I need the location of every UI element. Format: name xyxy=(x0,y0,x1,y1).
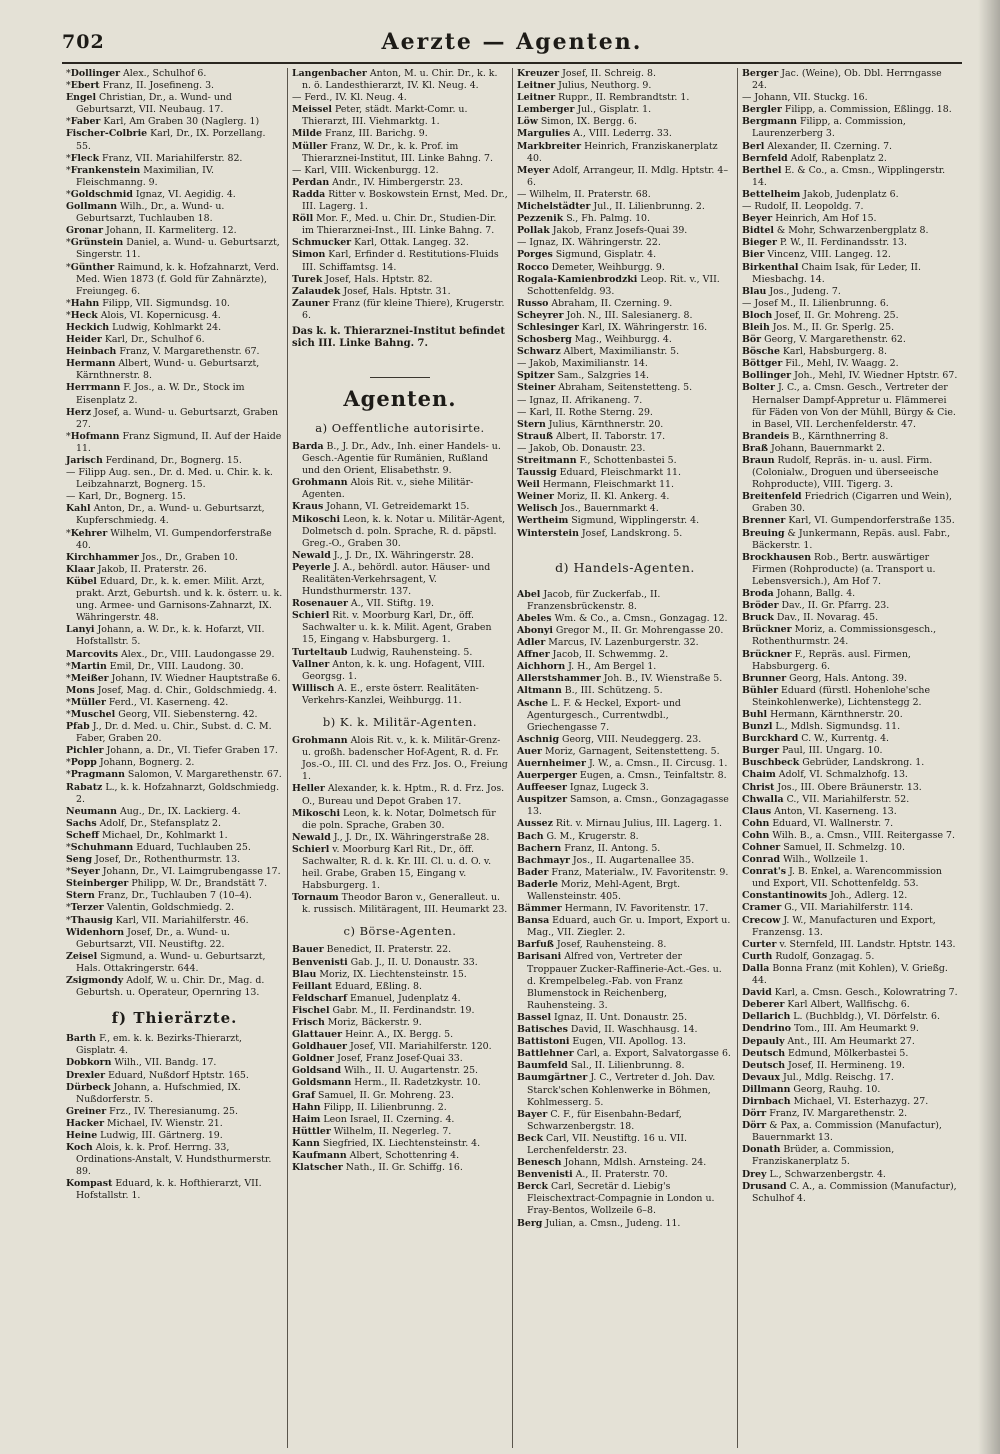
directory-entry: Herrmann F. Jos., a. W. Dr., Stock im Eisenplatz 2. xyxy=(66,382,245,406)
page-header xyxy=(62,24,962,60)
directory-entry: Goldsmann Herm., II. Radetzkystr. 10. xyxy=(291,1077,481,1089)
directory-entry: Seng Josef, Dr., Rothenthurmstr. 13. xyxy=(66,854,241,866)
directory-entry: *Ebert Franz, II. Josefineng. 3. xyxy=(66,80,215,92)
directory-entry: Bachmayr Jos., II. Augartenallee 35. xyxy=(516,854,695,866)
page-number: 702 xyxy=(62,31,105,53)
directory-entry: Jarisch Ferdinand, Dr., Bognerg. 15. xyxy=(66,455,242,466)
directory-entry: Zsigmondy Adolf, W. u. Chir. Dr., Mag. d. Geburtsh. u. Operateur, Opernring 13. xyxy=(66,975,265,999)
directory-entry: Bör Georg, V. Margarethenstr. 62. xyxy=(741,334,906,346)
directory-entry: Drusand C. A., a. Commission (Manufactur), Schulhof 4. xyxy=(741,1180,957,1204)
subsection-heading-d: d) Handels-Agenten. xyxy=(555,559,695,575)
directory-entry: — Filipp Aug. sen., Dr. d. Med. u. Chir. k. k. Leibzahnarzt, Bognerg. 15. xyxy=(66,467,273,491)
directory-entry: Donath Brüder, a. Commission, Franziskanerplatz 5. xyxy=(741,1144,895,1168)
directory-entry: Bösche Karl, Habsburgerg. 8. xyxy=(741,346,887,358)
directory-entry: Cohn Wilh. B., a. Cmsn., VIII. Reitergasse 7. xyxy=(741,829,955,841)
directory-entry: Vallner Anton, k. k. ung. Hofagent, VIII. Georgsg. 1. xyxy=(291,658,485,682)
directory-entry: Auerperger Eugen, a. Cmsn., Teinfaltstr. 8. xyxy=(516,770,727,782)
directory-entry: Strauß Albert, II. Taborstr. 17. xyxy=(516,430,666,442)
directory-entry: Herz Josef, a. Wund- u. Geburtsarzt, Graben 27. xyxy=(66,406,278,430)
column-1-entries xyxy=(66,68,283,999)
directory-entry: Drey L., Schwarzenbergstr. 4. xyxy=(741,1168,886,1180)
directory-entry: Michelstädter Jul., II. Lilienbrunng. 2. xyxy=(516,201,705,213)
directory-entry: *Muschel Georg, VII. Siebensterng. 42. xyxy=(66,708,258,720)
directory-entry: Berg Julian, a. Cmsn., Judeng. 11. xyxy=(516,1217,681,1229)
directory-entry: Müller Franz, W. Dr., k. k. Prof. im Thierarznei-Institut, III. Linke Bahng. 7. xyxy=(291,140,493,164)
directory-entry: Bergmann Filipp, a. Commission, Laurenzerberg 3. xyxy=(741,116,906,140)
directory-entry: Mons Josef, Mag. d. Chir., Goldschmiedg. 4. xyxy=(66,684,277,696)
directory-entry: Beck Carl, VII. Neustiftg. 16 u. VII. Lerchenfelderstr. 23. xyxy=(516,1132,688,1156)
directory-entry: Dörr & Pax, a. Commission (Manufactur), Bauernmarkt 13. xyxy=(741,1120,942,1144)
directory-entry: Fischel Gabr. M., II. Ferdinandstr. 19. xyxy=(291,1004,475,1016)
directory-entry: Berck Carl, Secretär d. Liebig's Fleischextract-Compagnie in London u. Fray-Bentos, Wollzeile 6–8. xyxy=(516,1181,715,1217)
directory-entry: Beyer Heinrich, Am Hof 15. xyxy=(741,213,877,225)
directory-entry: Crecow J. W., Manufacturen und Export, Franzensg. 13. xyxy=(741,914,936,938)
directory-entry: Brockhausen Rob., Bertr. auswärtiger Firmen (Rohproducte) (a. Transport u. Lebensversich.), Am Hof 7. xyxy=(741,551,936,587)
directory-entry: Scheff Michael, Dr., Kohlmarkt 1. xyxy=(66,829,228,841)
directory-entry: Pfab J., Dr. d. Med. u. Chir., Subst. d. C. M. Faber, Graben 20. xyxy=(66,721,272,745)
directory-entry: Margulies A., VIII. Lederrg. 33. xyxy=(516,128,672,140)
directory-entry: Aichhorn J. H., Am Bergel 1. xyxy=(516,661,657,673)
directory-entry: Hahn Filipp, II. Lilienbrunng. 2. xyxy=(291,1101,447,1113)
directory-entry: Brückner F., Repräs. ausl. Firmen, Habsburgerg. 6. xyxy=(741,648,911,672)
directory-entry: Bolter J. C., a. Cmsn. Gesch., Vertreter der Hernalser Dampf-Appretur u. Flämmerei für Fäden von Von der Mühll, Bürgy & Cie. in Basel, VII. Lerchenfelderstr. 47. xyxy=(741,382,956,430)
directory-entry: — Jakob, Ob. Donaustr. 23. xyxy=(516,442,646,454)
directory-entry: Meissel Peter, städt. Markt-Comr. u. Thierarzt, III. Viehmarktg. 1. xyxy=(291,104,468,128)
directory-entry: Deberer Karl Albert, Wallfischg. 6. xyxy=(741,999,910,1011)
directory-entry: Burckhard C. W., Kurrentg. 4. xyxy=(741,733,890,745)
directory-entry: Heine Ludwig, III. Gärtnerg. 19. xyxy=(66,1129,223,1141)
directory-entry: Dillmann Georg, Rauhg. 10. xyxy=(741,1083,881,1095)
directory-entry: Bernfeld Adolf, Rabenplatz 2. xyxy=(741,152,887,164)
directory-entry: Birkenthal Chaim Isak, für Leder, II. Miesbachg. 14. xyxy=(741,261,921,285)
directory-entry: Kraus Johann, VI. Getreidemarkt 15. xyxy=(291,501,470,513)
directory-entry: Adler Marcus, IV. Lazenburgerstr. 32. xyxy=(516,637,699,649)
directory-entry: Brenner Karl, VI. Gumpendorferstraße 135. xyxy=(741,515,955,527)
directory-entry: — Johann, VII. Stuckg. 16. xyxy=(741,92,868,104)
directory-entry: Dalla Bonna Franz (mit Kohlen), V. Grießg. 44. xyxy=(741,962,948,987)
directory-entry: Aschnig Georg, VIII. Neudeggerg. 23. xyxy=(516,733,702,745)
directory-entry: Feillant Eduard, Eßling. 8. xyxy=(291,980,422,992)
directory-entry: Devaux Jul., Mdlg. Reischg. 17. xyxy=(741,1071,894,1083)
directory-entry: *Grünstein Daniel, a. Wund- u. Geburtsarzt, Singerstr. 11. xyxy=(66,237,280,261)
directory-entry: Dobkorn Wilh., VII. Bandg. 17. xyxy=(66,1057,217,1069)
directory-entry: Stern Julius, Kärnthnerstr. 20. xyxy=(516,418,664,430)
directory-entry: — Ferd., IV. Kl. Neug. 4. xyxy=(291,92,407,104)
directory-entry: Bettelheim Jakob, Judenplatz 6. xyxy=(741,188,899,200)
directory-entry: Baumgärtner J. C., Vertreter d. Joh. Dav. Starck'schen Kohlenwerke in Böhmen, Kohlmesserg. 5. xyxy=(516,1072,716,1108)
directory-entry: Leitner Ruppr., II. Rembrandtstr. 1. xyxy=(516,92,690,104)
directory-entry: Streitmann F., Schottenbastei 5. xyxy=(516,455,677,466)
directory-entry: Glattauer Heinr. A., IX. Bergg. 5. xyxy=(291,1029,454,1041)
directory-entry: Bunzl L., Mdlsh. Sigmundsg. 11. xyxy=(741,721,901,733)
directory-entry: Hermann Albert, Wund- u. Geburtsarzt, Kärnthnerstr. 8. xyxy=(66,358,260,382)
directory-entry: Schwarz Albert, Maximilianstr. 5. xyxy=(516,346,680,358)
directory-entry: *Martin Emil, Dr., VIII. Laudong. 30. xyxy=(66,660,244,672)
subsection-heading-a: a) Oeffentliche autorisirte. xyxy=(315,420,485,435)
directory-entry: Affner Jacob, II. Schwemmg. 2. xyxy=(516,649,669,661)
directory-entry: Goldhauer Josef, VII. Mariahilferstr. 120. xyxy=(291,1041,492,1053)
directory-entry: Cohner Samuel, II. Schmelzg. 10. xyxy=(741,842,905,853)
directory-entry: Cohn Eduard, VI. Wallnerstr. 7. xyxy=(741,817,894,829)
directory-entry: Asche L. F. & Heckel, Export- und Agenturgesch., Currentwdbl., Griechengasse 7. xyxy=(516,697,681,733)
directory-entry: — Josef M., II. Lilienbrunng. 6. xyxy=(741,297,889,309)
directory-entry: Widenhorn Josef, Dr., a. Wund- u. Geburtsarzt, VII. Neustiftg. 22. xyxy=(66,926,230,950)
directory-entry: Simon Karl, Erfinder d. Restitutions-Fluids III. Schiffamtsg. 14. xyxy=(291,249,499,273)
directory-entry: Peyerle J. A., behördl. autor. Häuser- und Realitäten-Verkehrsagent, V. Hundsthurmerstr. 137. xyxy=(291,561,491,598)
directory-entry: — Ignaz, IX. Währingerstr. 22. xyxy=(516,237,661,249)
directory-entry: Brunner Georg, Hals. Antong. 39. xyxy=(741,672,907,684)
directory-entry: *Fleck Franz, VII. Mariahilferstr. 82. xyxy=(66,152,243,164)
directory-entry: Schierl v. Moorburg Karl Rit., Dr., öff. Sachwalter, R. d. k. Kr. III. Cl. u. d. O. v. heil. Grabe, Graben 15, Eingang v. Habsburgerg. 1. xyxy=(291,843,492,892)
column-2 xyxy=(287,68,512,1448)
directory-entry: Böttger Fil., Mehl, IV. Waagg. 2. xyxy=(741,358,899,370)
directory-entry: Dellarich L. (Buchbldg.), VI. Dörfelstr. 6. xyxy=(741,1011,940,1023)
directory-entry: Benvenisti Gab. J., II. U. Donaustr. 33. xyxy=(291,956,478,968)
directory-entry: Markbreiter Heinrich, Franziskanerplatz 40. xyxy=(516,140,718,164)
directory-entry: Buschbeck Gebrüder, Landskrong. 1. xyxy=(741,757,925,769)
directory-entry: Deutsch Edmund, Mölkerbastei 5. xyxy=(741,1047,909,1059)
directory-entry: Burger Paul, III. Ungarg. 10. xyxy=(741,745,883,757)
directory-entry: — Karl, Dr., Bognerg. 15. xyxy=(66,491,186,503)
directory-entry: Rogala-Kamienbrodzki Leop. Rit. v., VII. Schottenfeldg. 93. xyxy=(516,273,720,297)
directory-entry: Blau Moriz, IX. Liechtensteinstr. 15. xyxy=(291,968,467,980)
directory-entry: Welisch Jos., Bauernmarkt 4. xyxy=(516,503,659,515)
directory-entry: Lemberger Jul., Gisplatr. 1. xyxy=(516,104,652,116)
directory-entry: Barth F., em. k. k. Bezirks-Thierarzt, Gisplatr. 4. xyxy=(66,1033,242,1057)
directory-entry: Lanyi Johann, a. W. Dr., k. k. Hofarzt, VII. Hofstallstr. 5. xyxy=(66,624,265,648)
directory-entry: Goldner Josef, Franz Josef-Quai 33. xyxy=(291,1053,463,1065)
subsection-heading-b: b) K. k. Militär-Agenten. xyxy=(322,715,478,730)
section-heading-thieraerzte: f) Thierärzte. xyxy=(111,1009,238,1028)
directory-entry: Pollak Jakob, Franz Josefs-Quai 39. xyxy=(516,225,688,237)
directory-entry: Graf Samuel, II. Gr. Mohreng. 23. xyxy=(291,1089,454,1101)
directory-entry: Auffeeser Ignaz, Lugeck 3. xyxy=(516,782,649,794)
directory-entry: Auernheimer J. W., a. Cmsn., II. Circusg. 1. xyxy=(516,757,728,769)
subsection-b-entries xyxy=(292,735,508,916)
directory-entry: Bader Franz, Materialw., IV. Favoritenstr. 9. xyxy=(516,866,729,878)
directory-entry: Bidtel & Mohr, Schwarzenbergplatz 8. xyxy=(741,225,929,237)
directory-entry: Feldscharf Emanuel, Judenplatz 4. xyxy=(291,992,461,1004)
directory-entry: Sachs Adolf, Dr., Stefansplatz 2. xyxy=(66,817,221,829)
directory-entry: Bollinger Joh., Mehl, IV. Wiedner Hptstr. 67. xyxy=(741,370,958,382)
directory-entry: Buhl Hermann, Kärnthnerstr. 20. xyxy=(741,708,903,720)
directory-entry: Weil Hermann, Fleischmarkt 11. xyxy=(516,479,674,491)
directory-entry: Klatscher Nath., II. Gr. Schiffg. 16. xyxy=(291,1162,463,1174)
directory-entry: Mikoschi Leon, k. k. Notar u. Militär-Agent, Dolmetsch d. poln. Sprache, R. d. päpstl. Greg.-O., Graben 30. xyxy=(291,513,506,549)
column-3-entries xyxy=(517,68,733,540)
directory-entry: Bergler Filipp, a. Commission, Eßlingg. 18. xyxy=(741,104,952,116)
directory-entry: Rosenauer A., VII. Stiftg. 19. xyxy=(291,598,435,610)
directory-entry: Radda Ritter v. Boskowstein Ernst, Med. Dr., III. Lagerg. 1. xyxy=(291,188,508,213)
directory-entry: Constantinowits Joh., Adlerg. 12. xyxy=(741,890,908,902)
directory-entry: Drexler Eduard, Nußdorf Hptstr. 165. xyxy=(66,1069,249,1081)
directory-entry: — Wilhelm, II. Praterstr. 68. xyxy=(516,188,651,200)
directory-entry: Berger Jac. (Weine), Ob. Dbl. Herrngasse 24. xyxy=(741,68,942,92)
directory-entry: Heckich Ludwig, Kohlmarkt 24. xyxy=(66,321,222,333)
directory-entry: Heinbach Franz, V. Margarethenstr. 67. xyxy=(66,346,260,358)
directory-entry: Chwalla C., VII. Mariahilferstr. 52. xyxy=(741,793,910,805)
directory-entry: Grohmann Alois Rit. v., k. k. Militär-Grenz- u. großh. badenscher Hof-Agent, R. d. Fr. Jos.-O., III. Cl. und des Frz. Jos. O., Freiung 1. xyxy=(291,735,508,783)
column-1 xyxy=(62,68,287,1448)
directory-entry: Engel Christian, Dr., a. Wund- und Geburtsarzt, VII. Neubaug. 17. xyxy=(66,92,232,116)
directory-entry: Bauer Benedict, II. Praterstr. 22. xyxy=(291,944,452,956)
directory-entry: Frisch Moriz, Bäckerstr. 9. xyxy=(291,1017,422,1028)
directory-entry: *Müller Ferd., VI. Kaserneng. 42. xyxy=(66,696,229,708)
directory-entry: Kaufmann Albert, Schottenring 4. xyxy=(291,1150,460,1162)
directory-entry: Conrat's J. B. Enkel, a. Warencommission und Export, VII. Schottenfeldg. 53. xyxy=(741,866,942,890)
directory-entry: Rocco Demeter, Weihburgg. 9. xyxy=(516,261,665,273)
directory-entry: Röll Mor. F., Med. u. Chir. Dr., Studien-Dir. im Thierarznei-Inst., III. Linke Bahng. 7. xyxy=(291,213,497,237)
directory-entry: Zalaudek Josef, Hals. Hptstr. 31. xyxy=(291,285,451,297)
directory-entry: Zeisel Sigmund, a. Wund- u. Geburtsarzt, Hals. Ottakringerstr. 644. xyxy=(66,950,266,974)
directory-entry: Aussez Rit. v. Mirnau Julius, III. Lagerg. 1. xyxy=(516,818,722,830)
directory-entry: Bansa Eduard, auch Gr. u. Import, Export u. Mag., VII. Ziegler. 2. xyxy=(516,915,731,939)
directory-entry: Bloch Josef, II. Gr. Mohreng. 25. xyxy=(741,309,899,321)
directory-entry: Bühler Eduard (fürstl. Hohenlohe'sche Steinkohlenwerke), Lichtenstegg 2. xyxy=(741,684,931,708)
directory-entry: Barda B., J. Dr., Adv., Inh. einer Handels- u. Gesch.-Agentie für Rumänien, Rußland und den Orient, Elisabethstr. 9. xyxy=(291,440,501,477)
directory-entry: Claus Anton, VI. Kaserneng. 13. xyxy=(741,805,897,817)
directory-entry: Koch Alois, k. k. Prof. Herrng. 33, Ordinations-Anstalt, V. Hundsthurmerstr. 89. xyxy=(66,1142,272,1178)
directory-entry: *Thausig Karl, VII. Mariahilferstr. 46. xyxy=(66,914,249,926)
directory-entry: Baderle Moriz, Mehl-Agent, Brgt. Wallensteinstr. 405. xyxy=(516,878,681,902)
directory-entry: Marcovits Alex., Dr., VIII. Laudongasse 29. xyxy=(66,648,275,660)
directory-entry: — Jakob, Maximilianstr. 14. xyxy=(516,358,648,370)
directory-entry: Curth Rudolf, Gonzagag. 5. xyxy=(741,950,875,962)
directory-entry: Curter v. Sternfeld, III. Landstr. Hptstr. 143. xyxy=(741,938,956,950)
directory-entry: Schlesinger Karl, IX. Währingerstr. 16. xyxy=(516,321,708,333)
directory-entry: — Karl, II. Rothe Sterng. 29. xyxy=(516,406,653,418)
subsection-a-entries xyxy=(292,441,508,707)
directory-entry: Turteltaub Ludwig, Rauhensteing. 5. xyxy=(291,646,473,658)
directory-entry: Wertheim Sigmund, Wipplingerstr. 4. xyxy=(516,515,700,527)
directory-entry: Bämmer Hermann, IV. Favoritenstr. 17. xyxy=(516,903,709,915)
directory-entry: Pezzenik S., Fh. Palmg. 10. xyxy=(516,213,650,225)
directory-entry: Gollmann Wilh., Dr., a. Wund- u. Geburtsarzt, Tuchlauben 18. xyxy=(66,201,225,225)
directory-entry: — Rudolf, II. Leopoldg. 7. xyxy=(741,201,864,213)
directory-entry: Broda Johann, Ballg. 4. xyxy=(741,588,856,600)
directory-entry: Baumfeld Sal., II. Lilienbrunng. 8. xyxy=(516,1060,685,1072)
directory-entry: Bruck Dav., II. Novarag. 45. xyxy=(741,612,879,624)
directory-entry: Braß Johann, Bauernmarkt 2. xyxy=(741,442,886,454)
directory-entry: Conrad Wilh., Wollzeile 1. xyxy=(741,854,869,866)
page-edge-shadow xyxy=(978,0,1000,1454)
directory-entry: Brückner Moriz, a. Commissionsgesch., Rothenthurmstr. 24. xyxy=(741,624,937,648)
directory-entry: Bassel Ignaz, II. Unt. Donaustr. 25. xyxy=(516,1011,688,1023)
directory-entry: — Ignaz, II. Afrikaneng. 7. xyxy=(516,394,643,406)
directory-entry: David Karl, a. Cmsn. Gesch., Kolowratring 7. xyxy=(741,987,958,999)
column-4-entries xyxy=(742,68,958,1205)
directory-entry: Abeles Wm. & Co., a. Cmsn., Gonzagag. 12. xyxy=(516,612,728,624)
directory-entry: Battistoni Eugen, VII. Apollog. 13. xyxy=(516,1036,686,1048)
directory-entry: Kübel Eduard, Dr., k. k. emer. Milit. Arzt, prakt. Arzt, Geburtsh. und k. k. österr. u. k. ung. Armee- und Garnisons-Zahnarzt, IX. Währingerstr. 48. xyxy=(66,575,283,624)
directory-entry: Dörr Franz, IV. Margarethenstr. 2. xyxy=(741,1108,908,1120)
directory-entry: Weiner Moriz, II. Kl. Ankerg. 4. xyxy=(516,491,670,503)
directory-entry: *Faber Karl, Am Graben 30 (Naglerg. 1) xyxy=(66,116,260,128)
directory-entry: Mikoschi Leon, k. k. Notar, Dolmetsch für die poln. Sprache, Graben 30. xyxy=(291,807,496,831)
directory-entry: Gronar Johann, II. Karmeliterg. 12. xyxy=(66,225,237,237)
directory-entry: Benesch Johann, Mdlsh. Arnsteing. 24. xyxy=(516,1157,707,1169)
directory-entry: Allerstshammer Joh. B., IV. Wienstraße 5. xyxy=(516,673,723,685)
thieraerzte-entries xyxy=(66,1033,283,1202)
directory-entry: Kann Siegfried, IX. Liechtensteinstr. 4. xyxy=(291,1137,481,1149)
directory-entry: Batisches David, II. Waschhausg. 14. xyxy=(516,1024,698,1036)
directory-entry: Abel Jacob, für Zuckerfab., II. Franzensbrückenstr. 8. xyxy=(516,588,661,612)
directory-entry: Brandeis B., Kärnthnerring 8. xyxy=(741,430,889,442)
directory-entry: Steinberger Philipp, W. Dr., Brandstätt 7. xyxy=(66,878,268,890)
columns xyxy=(62,68,962,1448)
directory-entry: Bröder Dav., II. Gr. Pfarrg. 23. xyxy=(741,600,890,612)
column-4 xyxy=(737,68,962,1448)
directory-entry: Heider Karl, Dr., Schulhof 6. xyxy=(66,334,205,346)
directory-entry: Bachern Franz, II. Antong. 5. xyxy=(516,842,661,854)
directory-entry: Berl Alexander, II. Czerning. 7. xyxy=(741,140,893,152)
directory-entry: Altmann B., III. Schützeng. 5. xyxy=(516,685,663,697)
directory-entry: Barfuß Josef, Rauhensteing. 8. xyxy=(516,939,667,951)
directory-entry: Russo Abraham, II. Czerning. 9. xyxy=(516,297,673,309)
directory-entry: Abonyi Gregor M., II. Gr. Mohrengasse 20. xyxy=(516,624,724,636)
header-rule xyxy=(62,62,962,64)
directory-entry: Turek Josef, Hals. Hptstr. 82. xyxy=(291,273,433,285)
column-3 xyxy=(512,68,737,1448)
directory-entry: Steiner Abraham, Seitenstetteng. 5. xyxy=(516,382,693,394)
column-2-entries xyxy=(292,68,508,322)
directory-entry: Newald J., J. Dr., IX. Währingerstraße 28. xyxy=(291,831,490,843)
directory-entry: Chaim Adolf, VI. Schmalzhofg. 13. xyxy=(741,769,908,781)
directory-entry: Bach G. M., Krugerstr. 8. xyxy=(516,830,639,842)
directory-entry: Dirnbach Michael, VI. Esterhazyg. 27. xyxy=(741,1095,929,1107)
directory-entry: Battlehner Carl, a. Export, Salvatorgasse 6. xyxy=(516,1048,731,1060)
directory-entry: Zauner Franz (für kleine Thiere), Krugerstr. 6. xyxy=(291,297,505,321)
directory-entry: Schmucker Karl, Ottak. Langeg. 32. xyxy=(291,237,469,249)
directory-entry: Fischer-Colbrie Karl, Dr., IX. Porzellang. 55. xyxy=(66,128,266,152)
directory-entry: Willisch A. E., erste österr. Realitäten-Verkehrs-Kanzlei, Weihburgg. 11. xyxy=(291,682,479,706)
directory-entry: Kompast Eduard, k. k. Hofthierarzt, VII. Hofstallstr. 1. xyxy=(66,1178,262,1202)
directory-entry: *Popp Johann, Bognerg. 2. xyxy=(66,757,195,769)
institute-note: Das k. k. Thierarznei-Institut befindet sich III. Linke Bahng. 7. xyxy=(291,325,506,350)
section-divider xyxy=(370,377,430,378)
directory-entry: Cramer G., VII. Mariahilferstr. 114. xyxy=(741,902,914,914)
directory-entry: *Frankenstein Maximilian, IV. Fleischmanng. 9. xyxy=(66,164,214,188)
directory-entry: *Hahn Filipp, VII. Sigmundsg. 10. xyxy=(66,297,230,309)
page-title: Aerzte — Agenten. xyxy=(381,29,643,55)
directory-entry: Barisani Alfred von, Vertreter der Troppauer Zucker-Raffinerie-Act.-Ges. u. d. Krempelbeleg.-Fab. von Franz Blumenstock in Reichenberg, Rauhensteing. 3. xyxy=(516,951,722,1011)
directory-entry: Blau Jos., Judeng. 7. xyxy=(741,285,841,297)
directory-entry: — Karl, VIII. Wickenburgg. 12. xyxy=(291,164,439,176)
directory-entry: *Günther Raimund, k. k. Hofzahnarzt, Verd. Med. Wien 1873 (f. Gold für Zahnärzte), Freiungeg. 6. xyxy=(66,261,279,297)
directory-entry: Porges Sigmund, Gisplatr. 4. xyxy=(516,249,657,261)
directory-entry: Milde Franz, III. Barichg. 9. xyxy=(291,128,428,140)
directory-entry: *Terzer Valentin, Goldschmiedg. 2. xyxy=(66,902,235,914)
directory-entry: Bier Vincenz, VIII. Langeg. 12. xyxy=(741,249,891,261)
directory-entry: Greiner Frz., IV. Theresianumg. 25. xyxy=(66,1105,238,1117)
directory-entry: Grohmann Alois Rit. v., siehe Militär-Agenten. xyxy=(291,477,474,501)
directory-entry: Deutsch Josef, II. Hermineng. 19. xyxy=(741,1059,905,1071)
directory-entry: Heller Alexander, k. k. Hptm., R. d. Frz. Jos. O., Bureau und Depot Graben 17. xyxy=(291,783,505,807)
subsection-heading-c: c) Börse-Agenten. xyxy=(343,924,457,939)
directory-entry: Neumann Aug., Dr., IX. Lackierg. 4. xyxy=(66,805,241,817)
directory-entry: *Heck Alois, VI. Kopernicusg. 4. xyxy=(66,309,221,321)
section-heading-agenten: Agenten. xyxy=(343,385,457,411)
directory-entry: *Meißer Johann, IV. Wiedner Hauptstraße 6. xyxy=(66,672,281,684)
directory-entry: Kirchhammer Jos., Dr., Graben 10. xyxy=(66,551,238,563)
directory-entry: Christ Jos., III. Obere Bräunerstr. 13. xyxy=(741,781,922,793)
directory-entry: Berthel E. & Co., a. Cmsn., Wipplingerstr. 14. xyxy=(741,164,946,188)
directory-entry: Kahl Anton, Dr., a. Wund- u. Geburtsarzt, Kupferschmiedg. 4. xyxy=(66,503,265,527)
directory-entry: Klaar Jakob, II. Praterstr. 26. xyxy=(66,563,207,575)
directory-entry: Stern Franz, Dr., Tuchlauben 7 (10–4). xyxy=(66,890,252,902)
directory-entry: Hacker Michael, IV. Wienstr. 21. xyxy=(66,1117,223,1129)
subsection-c-entries xyxy=(292,944,508,1174)
directory-entry: Breitenfeld Friedrich (Cigarren und Wein), Graben 30. xyxy=(741,491,952,515)
directory-entry: Kreuzer Josef, II. Schreig. 8. xyxy=(516,68,656,79)
directory-entry: Newald J., J. Dr., IX. Währingerstr. 28. xyxy=(291,549,474,561)
directory-entry: Scheyrer Joh. N., III. Salesianerg. 8. xyxy=(516,309,693,321)
directory-entry: Schosberg Mag., Weihburgg. 4. xyxy=(516,334,672,346)
directory-entry: Benvenisti A., II. Praterstr. 70. xyxy=(516,1169,668,1181)
directory-entry: Bleih Jos. M., II. Gr. Sperlg. 25. xyxy=(741,321,895,333)
directory-entry: *Goldschmid Ignaz, VI. Aegidig. 4. xyxy=(66,188,236,200)
directory-entry: Löw Simon, IX. Bergg. 6. xyxy=(516,116,638,128)
directory-entry: Winterstein Josef, Landskrong. 5. xyxy=(516,527,683,539)
directory-entry: Leitner Julius, Neuthorg. 9. xyxy=(516,80,652,92)
directory-entry: Dürbeck Johann, a. Hufschmied, IX. Nußdorferstr. 5. xyxy=(66,1081,241,1105)
directory-entry: Haim Leon Israel, II. Czerning. 4. xyxy=(291,1113,455,1125)
directory-entry: Langenbacher Anton, M. u. Chir. Dr., k. k. n. ö. Landesthierarzt, IV. Kl. Neug. 4. xyxy=(291,68,498,92)
directory-entry: Rabatz L., k. k. Hofzahnarzt, Goldschmiedg. 2. xyxy=(66,781,280,805)
directory-entry: Tornaum Theodor Baron v., Generalleut. u. k. russisch. Militäragent, III. Heumarkt 23. xyxy=(291,892,508,916)
directory-entry: Bieger P. W., II. Ferdinandsstr. 13. xyxy=(741,237,907,249)
directory-entry: Hüttler Wilhelm, II. Negerleg. 7. xyxy=(291,1125,452,1137)
directory-entry: Breuing & Junkermann, Repäs. ausl. Fabr., Bäckerstr. 1. xyxy=(741,527,951,551)
directory-entry: Auer Moriz, Garnagent, Seitenstetteng. 5. xyxy=(516,745,720,757)
directory-entry: Perdan Andr., IV. Himbergerstr. 23. xyxy=(291,176,464,188)
directory-entry: Dendrino Tom., III. Am Heumarkt 9. xyxy=(741,1023,919,1035)
directory-entry: *Schuhmann Eduard, Tuchlauben 25. xyxy=(66,842,251,853)
directory-entry: Pichler Johann, a. Dr., VI. Tiefer Graben 17. xyxy=(66,745,278,757)
directory-entry: Braun Rudolf, Repräs. in- u. ausl. Firm. (Colonialw., Droguen und überseeische Rohproducte), VIII. Tigerg. 3. xyxy=(741,455,939,491)
directory-entry: Spitzer Sam., Salzgries 14. xyxy=(516,370,649,382)
directory-entry: Meyer Adolf, Arrangeur, II. Mdlg. Hptstr. 4–6. xyxy=(516,164,729,188)
directory-entry: Auspitzer Samson, a. Cmsn., Gonzagagasse 13. xyxy=(516,794,729,818)
directory-entry: Schierl Rit. v. Moorburg Karl, Dr., öff. Sachwalter u. k. k. Milit. Agent, Graben 15, Eingang v. Habsburgerg. 1. xyxy=(291,610,492,646)
directory-entry: Bayer C. F., für Eisenbahn-Bedarf, Schwarzenbergstr. 18. xyxy=(516,1108,682,1132)
directory-entry: *Hofmann Franz Sigmund, II. Auf der Haide 11. xyxy=(66,430,282,454)
directory-entry: Depauly Ant., III. Am Heumarkt 27. xyxy=(741,1035,915,1047)
subsection-d-entries xyxy=(517,589,733,1230)
directory-entry: *Dollinger Alex., Schulhof 6. xyxy=(66,68,207,79)
directory-entry: *Kehrer Wilhelm, VI. Gumpendorferstraße 40. xyxy=(66,527,272,551)
directory-entry: Taussig Eduard, Fleischmarkt 11. xyxy=(516,467,681,479)
directory-entry: *Pragmann Salomon, V. Margarethenstr. 67. xyxy=(66,769,282,781)
directory-entry: Goldsand Wilh., II. U. Augartenstr. 25. xyxy=(291,1065,479,1077)
directory-entry: *Seyer Johann, Dr., VI. Laimgrubengasse 17. xyxy=(66,866,281,878)
